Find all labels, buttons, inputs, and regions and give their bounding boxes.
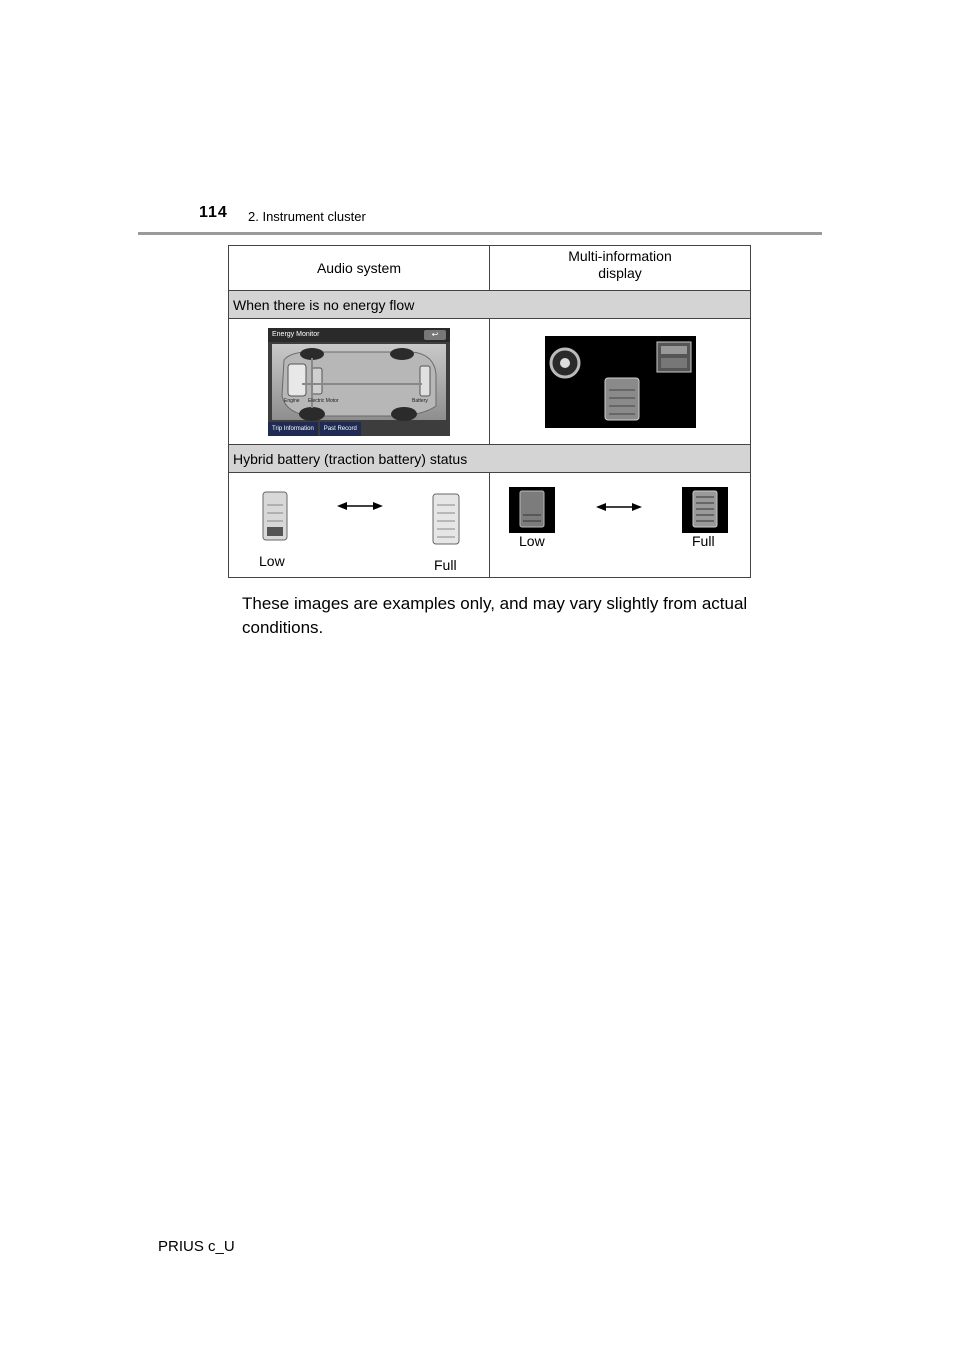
column-header-mid <box>490 246 751 291</box>
row-band-battery-status: Hybrid battery (traction battery) status <box>229 445 751 473</box>
tab-trip-information[interactable]: Trip Information <box>268 422 318 436</box>
engine-icon <box>288 364 306 396</box>
wheel-icon <box>551 349 579 377</box>
audio-screen-tabs <box>268 422 361 436</box>
audio-battery-cell <box>229 473 490 578</box>
battery-icon <box>263 492 287 540</box>
mid-battery-svg <box>490 473 751 577</box>
audio-screen-title: Energy Monitor <box>268 328 450 342</box>
wheel-icon <box>391 407 417 421</box>
diagram-label: Electric Motor <box>308 397 339 404</box>
column-header-mid-line2: display <box>598 265 642 281</box>
vehicle-diagram-svg <box>272 344 446 422</box>
audio-no-flow-cell <box>229 319 490 445</box>
battery-icon <box>509 487 555 533</box>
mid-energy-screen <box>545 336 696 428</box>
row-band-no-energy-flow: When there is no energy flow <box>229 291 751 319</box>
section-title: 2. Instrument cluster <box>248 209 366 224</box>
tab-past-record[interactable]: Past Record <box>320 422 361 436</box>
audio-battery-full-label: Full <box>434 557 457 573</box>
battery-icon <box>682 487 728 533</box>
column-header-mid-line1: Multi-information <box>568 248 672 264</box>
header-rule <box>138 232 822 235</box>
mid-battery-low-label: Low <box>519 533 545 549</box>
mid-battery-cell <box>490 473 751 578</box>
vehicle-diagram <box>272 344 446 420</box>
wheel-icon <box>390 348 414 360</box>
page-number: 114 <box>199 204 228 221</box>
mid-no-flow-cell <box>490 319 751 445</box>
mid-battery-full-label: Full <box>692 533 715 549</box>
column-header-audio <box>229 246 490 291</box>
motor-icon <box>312 368 322 394</box>
double-arrow-icon <box>596 503 642 511</box>
diagram-label: Battery <box>412 397 428 404</box>
battery-icon <box>605 378 639 420</box>
back-arrow-icon: ↩ <box>424 330 446 340</box>
audio-battery-low-label: Low <box>259 553 285 569</box>
diagram-label: Engine <box>284 397 300 404</box>
battery-icon <box>420 366 430 396</box>
wheel-icon <box>299 407 325 421</box>
engine-icon <box>657 342 691 372</box>
audio-energy-monitor-screen <box>268 328 450 436</box>
footer-model: PRIUS c_U <box>158 1238 235 1255</box>
column-header-audio-label: Audio system <box>316 259 402 276</box>
battery-icon <box>433 494 459 544</box>
double-arrow-icon <box>337 502 383 510</box>
mid-energy-svg <box>545 336 696 428</box>
note-text: These images are examples only, and may vary slightly from actual conditions. <box>242 594 748 637</box>
energy-monitor-table <box>228 245 751 578</box>
